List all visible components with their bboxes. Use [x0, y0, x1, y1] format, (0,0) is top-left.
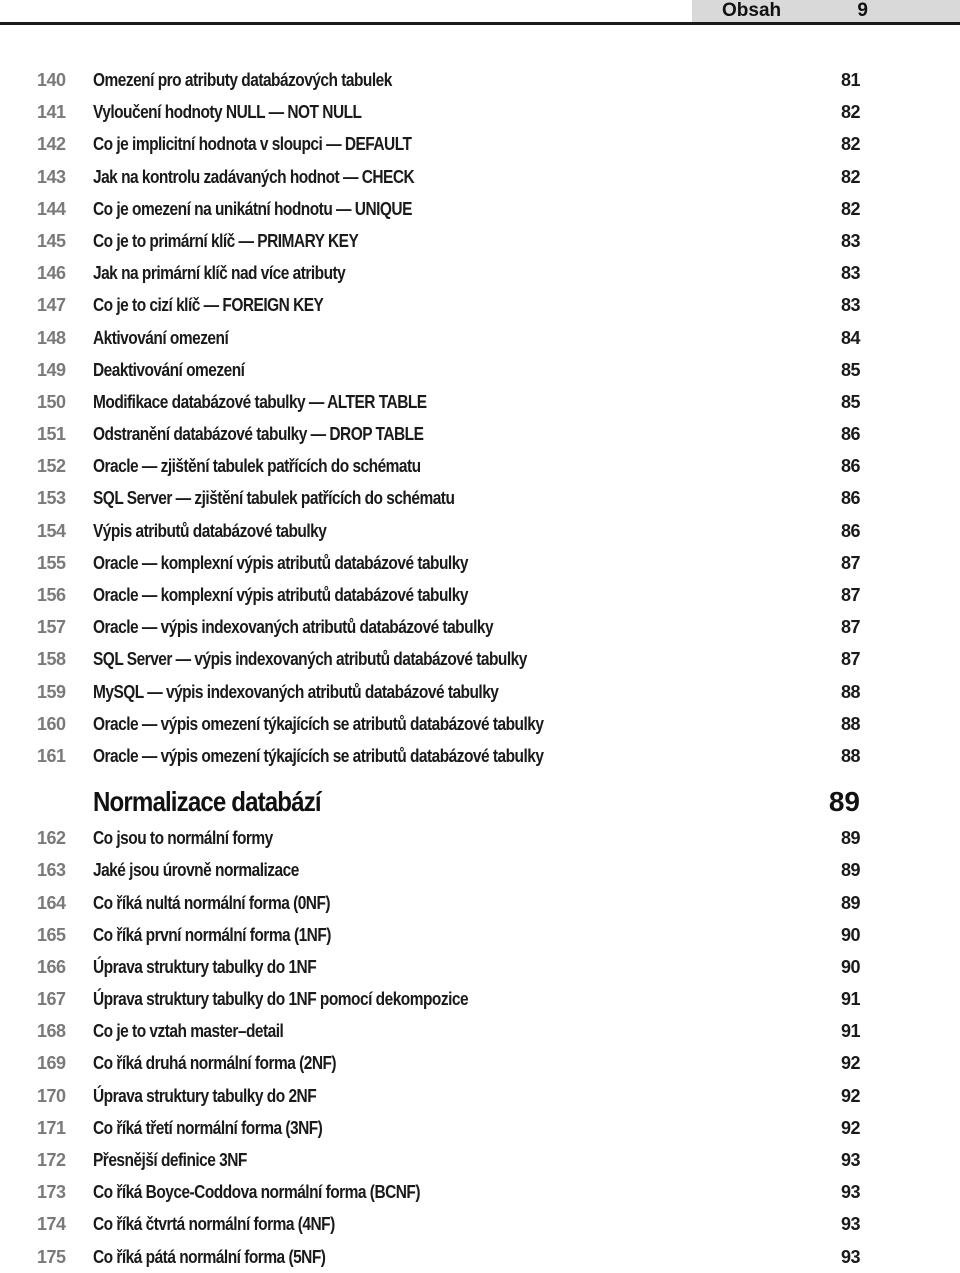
toc-entry-page: 87 — [840, 585, 860, 605]
toc-entry[interactable] — [0, 322, 960, 354]
toc-part-2 — [0, 822, 960, 1273]
toc-entry-number: 163 — [37, 860, 66, 881]
toc-entry[interactable] — [0, 64, 960, 96]
toc-entry-title: Co je to cizí klíč — FOREIGN KEY — [93, 295, 324, 316]
toc-entry-title: Modifikace databázové tabulky — ALTER TABLE — [93, 391, 427, 412]
toc-entry[interactable] — [0, 1080, 960, 1112]
toc-entry[interactable] — [0, 676, 960, 708]
toc-entry-page: 89 — [840, 828, 860, 849]
toc-entry-number: 173 — [37, 1182, 66, 1203]
toc-entry[interactable] — [0, 128, 960, 160]
toc-entry-page: 82 — [840, 102, 860, 123]
toc-entry-page: 84 — [840, 327, 860, 348]
toc-entry-number: 151 — [37, 424, 66, 445]
toc-part-1 — [0, 64, 960, 772]
toc-entry-number: 143 — [37, 166, 66, 187]
toc-entry[interactable] — [0, 1047, 960, 1079]
toc-entry-number: 174 — [37, 1214, 66, 1235]
toc-entry-title: Co říká čtvrtá normální forma (4NF) — [93, 1214, 335, 1235]
toc-entry[interactable] — [0, 257, 960, 289]
toc-entry-title: Jak na primární klíč nad více atributy — [93, 263, 346, 284]
toc-entry-page: 88 — [840, 745, 860, 766]
table-of-contents — [0, 64, 960, 1273]
toc-entry-page: 93 — [840, 1246, 860, 1267]
toc-entry[interactable] — [0, 386, 960, 418]
toc-entry-title: Co říká druhá normální forma (2NF) — [93, 1053, 337, 1074]
toc-entry-page: 83 — [840, 295, 860, 316]
toc-entry[interactable] — [0, 951, 960, 983]
header-rule — [0, 22, 960, 25]
toc-entry[interactable] — [0, 643, 960, 675]
toc-entry-title: Oracle — výpis indexovaných atributů databázové tabulky — [93, 617, 494, 638]
toc-entry-title: Co je to vztah master–detail — [93, 1021, 284, 1042]
toc-entry-number: 172 — [37, 1150, 66, 1170]
toc-entry-page: 91 — [840, 989, 860, 1010]
toc-entry-number: 144 — [37, 198, 66, 219]
toc-entry[interactable] — [0, 611, 960, 643]
toc-entry-number: 156 — [37, 585, 66, 605]
toc-entry-title: Úprava struktury tabulky do 2NF — [93, 1085, 317, 1106]
section-page-number: 89 — [828, 786, 860, 818]
toc-entry[interactable] — [0, 854, 960, 886]
toc-entry[interactable] — [0, 708, 960, 740]
section-title: Normalizace databází — [93, 786, 321, 818]
toc-entry-page: 92 — [840, 1053, 860, 1074]
toc-entry-number: 170 — [37, 1085, 66, 1106]
toc-entry-page: 93 — [840, 1150, 860, 1170]
toc-entry-number: 160 — [37, 713, 66, 734]
toc-entry-number: 146 — [37, 263, 66, 284]
toc-entry[interactable] — [0, 515, 960, 547]
toc-entry[interactable] — [0, 161, 960, 193]
toc-entry-number: 147 — [37, 295, 66, 316]
toc-entry-title: Odstranění databázové tabulky — DROP TABLE — [93, 424, 424, 445]
toc-entry-page: 86 — [840, 456, 860, 477]
toc-entry-number: 162 — [37, 828, 66, 849]
toc-entry-number: 140 — [37, 70, 66, 90]
toc-entry-number: 155 — [37, 552, 66, 573]
toc-entry[interactable] — [0, 579, 960, 611]
toc-entry[interactable] — [0, 450, 960, 482]
toc-entry-page: 87 — [840, 649, 860, 670]
toc-entry-page: 90 — [840, 956, 860, 977]
toc-entry-page: 86 — [840, 520, 860, 541]
toc-entry-number: 164 — [37, 892, 66, 913]
toc-entry-title: Co je omezení na unikátní hodnotu — UNIQUE — [93, 198, 412, 219]
toc-entry[interactable] — [0, 887, 960, 919]
toc-entry[interactable] — [0, 225, 960, 257]
toc-entry-page: 92 — [840, 1085, 860, 1106]
toc-entry-number: 145 — [37, 230, 66, 251]
toc-entry-number: 175 — [37, 1246, 66, 1267]
toc-entry-number: 165 — [37, 924, 66, 945]
toc-entry-title: Oracle — komplexní výpis atributů databázové tabulky — [93, 552, 468, 573]
toc-entry-page: 81 — [840, 70, 860, 90]
toc-entry-number: 158 — [37, 649, 66, 670]
running-header — [0, 0, 960, 22]
toc-entry-title: Co říká první normální forma (1NF) — [93, 924, 331, 945]
toc-entry[interactable] — [0, 289, 960, 321]
toc-entry[interactable] — [0, 193, 960, 225]
toc-entry-title: Oracle — komplexní výpis atributů databázové tabulky — [93, 585, 468, 605]
toc-entry[interactable] — [0, 1015, 960, 1047]
toc-entry[interactable] — [0, 822, 960, 854]
toc-entry-page: 83 — [840, 263, 860, 284]
toc-entry-page: 82 — [840, 134, 860, 155]
toc-entry[interactable] — [0, 919, 960, 951]
toc-entry-number: 171 — [37, 1117, 66, 1138]
toc-entry[interactable] — [0, 1112, 960, 1144]
toc-entry[interactable] — [0, 983, 960, 1015]
toc-entry-number: 166 — [37, 956, 66, 977]
toc-entry-page: 93 — [840, 1182, 860, 1203]
toc-entry-number: 167 — [37, 989, 66, 1010]
toc-entry-title: Aktivování omezení — [93, 327, 229, 348]
toc-entry-page: 93 — [840, 1214, 860, 1235]
toc-entry-page: 82 — [840, 166, 860, 187]
toc-entry-title: Co říká Boyce-Coddova normální forma (BCNF) — [93, 1182, 421, 1203]
toc-entry-number: 169 — [37, 1053, 66, 1074]
toc-entry-number: 148 — [37, 327, 66, 348]
toc-entry-title: Úprava struktury tabulky do 1NF pomocí dekompozice — [93, 989, 469, 1010]
toc-entry-title: Co říká třetí normální forma (3NF) — [93, 1117, 323, 1138]
toc-entry-number: 149 — [37, 359, 66, 380]
toc-entry-page: 85 — [840, 391, 860, 412]
toc-entry-page: 82 — [840, 198, 860, 219]
toc-entry[interactable] — [0, 1241, 960, 1273]
toc-entry-title: Co jsou to normální formy — [93, 828, 273, 849]
toc-entry-page: 87 — [840, 552, 860, 573]
toc-entry[interactable] — [0, 96, 960, 128]
toc-entry-title: Jaké jsou úrovně normalizace — [93, 860, 299, 881]
toc-entry-number: 159 — [37, 681, 66, 702]
toc-entry-number: 168 — [37, 1021, 66, 1042]
toc-entry[interactable] — [0, 1176, 960, 1208]
toc-entry-title: Úprava struktury tabulky do 1NF — [93, 956, 317, 977]
toc-entry-page: 90 — [840, 924, 860, 945]
toc-entry-number: 150 — [37, 391, 66, 412]
toc-entry-title: Omezení pro atributy databázových tabulek — [93, 70, 392, 90]
toc-entry-page: 87 — [840, 617, 860, 638]
header-page-number: 9 — [857, 0, 868, 21]
toc-entry-title: MySQL — výpis indexovaných atributů databázové tabulky — [93, 681, 499, 702]
toc-entry-title: Co je implicitní hodnota v sloupci — DEFAULT — [93, 134, 412, 155]
toc-entry-page: 92 — [840, 1117, 860, 1138]
toc-entry-number: 141 — [37, 102, 66, 123]
toc-entry-page: 89 — [840, 860, 860, 881]
toc-entry-number: 142 — [37, 134, 66, 155]
toc-entry-title: Oracle — zjištění tabulek patřících do schématu — [93, 456, 421, 477]
toc-entry[interactable] — [0, 482, 960, 514]
toc-entry[interactable] — [0, 1144, 960, 1176]
toc-entry[interactable] — [0, 547, 960, 579]
toc-entry-title: Co říká pátá normální forma (5NF) — [93, 1246, 326, 1267]
toc-entry-title: Výpis atributů databázové tabulky — [93, 520, 327, 541]
toc-entry-number: 154 — [37, 520, 66, 541]
toc-entry-title: Přesnější definice 3NF — [93, 1150, 247, 1170]
toc-entry-title: Deaktivování omezení — [93, 359, 245, 380]
toc-entry-page: 91 — [840, 1021, 860, 1042]
toc-entry-title: Vyloučení hodnoty NULL — NOT NULL — [93, 102, 362, 123]
toc-entry[interactable] — [0, 1208, 960, 1240]
toc-entry-title: Co říká nultá normální forma (0NF) — [93, 892, 331, 913]
toc-entry-title: SQL Server — výpis indexovaných atributů databázové tabulky — [93, 649, 527, 670]
toc-entry-title: Oracle — výpis omezení týkajících se atributů databázové tabulky — [93, 745, 544, 766]
toc-entry-page: 88 — [840, 713, 860, 734]
toc-entry-page: 88 — [840, 681, 860, 702]
toc-entry-number: 161 — [37, 745, 66, 766]
toc-entry-title: Oracle — výpis omezení týkajících se atributů databázové tabulky — [93, 713, 544, 734]
toc-entry[interactable] — [0, 740, 960, 772]
toc-section-heading[interactable] — [0, 772, 960, 822]
toc-entry-title: Co je to primární klíč — PRIMARY KEY — [93, 230, 359, 251]
header-title: Obsah — [722, 0, 782, 21]
toc-entry[interactable] — [0, 418, 960, 450]
toc-entry[interactable] — [0, 354, 960, 386]
toc-entry-title: Jak na kontrolu zadávaných hodnot — CHECK — [93, 166, 415, 187]
toc-entry-page: 86 — [840, 424, 860, 445]
toc-entry-title: SQL Server — zjištění tabulek patřících do schématu — [93, 488, 455, 509]
toc-entry-number: 152 — [37, 456, 66, 477]
toc-entry-number: 157 — [37, 617, 66, 638]
toc-entry-page: 89 — [840, 892, 860, 913]
toc-entry-page: 83 — [840, 230, 860, 251]
toc-entry-page: 86 — [840, 488, 860, 509]
toc-entry-number: 153 — [37, 488, 66, 509]
toc-entry-page: 85 — [840, 359, 860, 380]
